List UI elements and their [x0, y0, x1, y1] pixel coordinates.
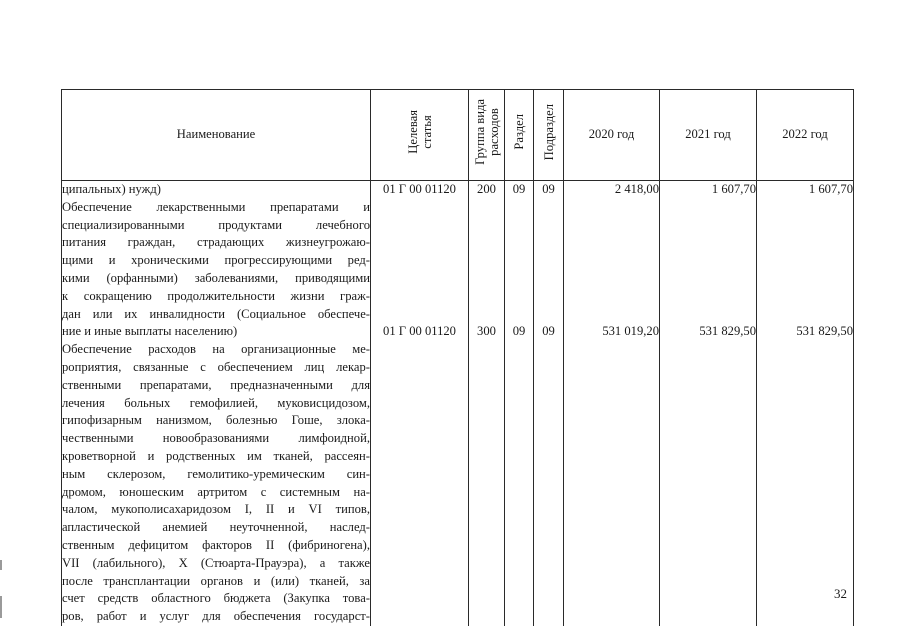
page-number: 32: [834, 586, 847, 601]
scan-margin-mark: [0, 596, 2, 618]
row-name-line: дромом, юношеским артритом с системным на-: [62, 484, 370, 499]
row-value-2020-text: 531 019,20: [602, 324, 659, 339]
row-value-2021: 1 607,70: [660, 181, 757, 199]
row-target-article: [371, 199, 469, 341]
row-value-2022: [757, 199, 854, 341]
row-section: 09: [505, 181, 534, 199]
header-target-article-label: Целевая статья: [405, 110, 434, 154]
row-expense-group: [469, 199, 505, 341]
header-year-2022-label: 2022 год: [782, 127, 828, 142]
header-year-2020: [564, 90, 660, 181]
row-name-line: Обеспечение расходов на организационные ме-: [62, 342, 370, 357]
row-name-line: щими и хроническими прогрессирующими ред-: [62, 253, 370, 268]
header-name: [62, 90, 371, 181]
row-name-line: дан или их инвалидности (Социальное обеспече-: [62, 306, 370, 321]
row-name-line: лечения больных гемофилией, муковисцидозом,: [62, 395, 370, 410]
row-expense-group: [469, 341, 505, 626]
row-target-article: 01 Г 00 01120: [371, 181, 469, 199]
row-target-article-value: 01 Г 00 01120: [383, 324, 456, 339]
row-name-line: апластической анемией неуточненной, наслед-: [62, 520, 370, 535]
row-name-line: счет средств областного бюджета (Закупка това-: [62, 591, 370, 606]
row-name-line: гипофизарным нанизмом, болезнью Гоше, злока-: [62, 413, 370, 428]
header-section-label: Раздел: [512, 114, 526, 150]
header-name-label: Наименование: [176, 127, 256, 142]
table-header-row: [62, 90, 854, 181]
row-name-line: кроветворной и родственных им тканей, рассеян-: [62, 448, 370, 463]
header-section: [505, 90, 534, 181]
row-name-line: ров, работ и услуг для обеспечения государст-: [62, 609, 370, 624]
row-name-line: к сокращению продолжительности жизни граж-: [62, 288, 370, 303]
row-subsection: [534, 341, 564, 626]
row-name-line: после трансплантации органов и (или) тканей, за: [62, 573, 370, 588]
header-subsection-label: Подраздел: [541, 103, 556, 161]
row-value-2022: 1 607,70: [757, 181, 854, 199]
row-name-line: кими (орфанными) заболеваниями, приводящими: [62, 270, 370, 285]
row-name: [62, 199, 371, 341]
row-subsection-value: 09: [542, 324, 555, 339]
row-name-line: чественными новообразованиями лимфоидной,: [62, 431, 370, 446]
row-value-2020: [564, 341, 660, 626]
row-name-line: ципальных) нужд): [62, 182, 161, 196]
row-subsection: [534, 199, 564, 341]
header-target-article: [371, 90, 469, 181]
header-subsection: [534, 90, 564, 181]
header-year-2021-label: 2021 год: [685, 127, 731, 142]
row-name: [62, 341, 371, 626]
row-value-2022-text: 531 829,50: [796, 324, 853, 339]
row-name-line: ственным дефицитом факторов II (фибриногена),: [62, 537, 370, 552]
row-name-line: ным склерозом, гемолитико-уремическим син-: [62, 466, 370, 481]
row-name-line: ние и иные выплаты населению): [62, 324, 238, 339]
row-name-line: роприятия, связанные с обеспечением лиц лекар-: [62, 359, 370, 374]
row-name-line: Обеспечение лекарственными препаратами и: [62, 199, 370, 214]
row-name-line: специализированными продуктами лечебного: [62, 217, 370, 232]
header-year-2021: [660, 90, 757, 181]
row-name-line: чалом, мукополисахаридозом I, II и VI типов,: [62, 502, 370, 517]
header-year-2022: [757, 90, 854, 181]
scan-margin-mark: [0, 560, 2, 570]
table-row: [62, 341, 854, 626]
row-section-value: 09: [512, 324, 526, 339]
header-year-2020-label: 2020 год: [588, 127, 635, 142]
row-section: [505, 199, 534, 341]
table-row: [62, 181, 854, 199]
row-name-line: VII (лабильного), X (Стюарта-Прауэра), а также: [62, 555, 370, 570]
row-value-2021: [660, 199, 757, 341]
row-value-2022: [757, 341, 854, 626]
row-name: [62, 181, 371, 199]
table-row: [62, 199, 854, 341]
row-section: [505, 341, 534, 626]
row-value-2020: [564, 199, 660, 341]
row-name-line: питания граждан, страдающих жизнеугрожаю-: [62, 235, 370, 250]
row-expense-group-value: 300: [477, 324, 496, 339]
row-value-2021-text: 531 829,50: [699, 324, 756, 339]
row-expense-group: 200: [469, 181, 505, 199]
header-expense-group-label: Группа вида расходов: [472, 99, 501, 166]
row-value-2020: 2 418,00: [564, 181, 660, 199]
header-expense-group: [469, 90, 505, 181]
row-name-line: ственными препаратами, предназначенными для: [62, 377, 370, 392]
row-target-article: [371, 341, 469, 626]
budget-table: [61, 89, 854, 626]
row-value-2021: [660, 341, 757, 626]
row-subsection: 09: [534, 181, 564, 199]
